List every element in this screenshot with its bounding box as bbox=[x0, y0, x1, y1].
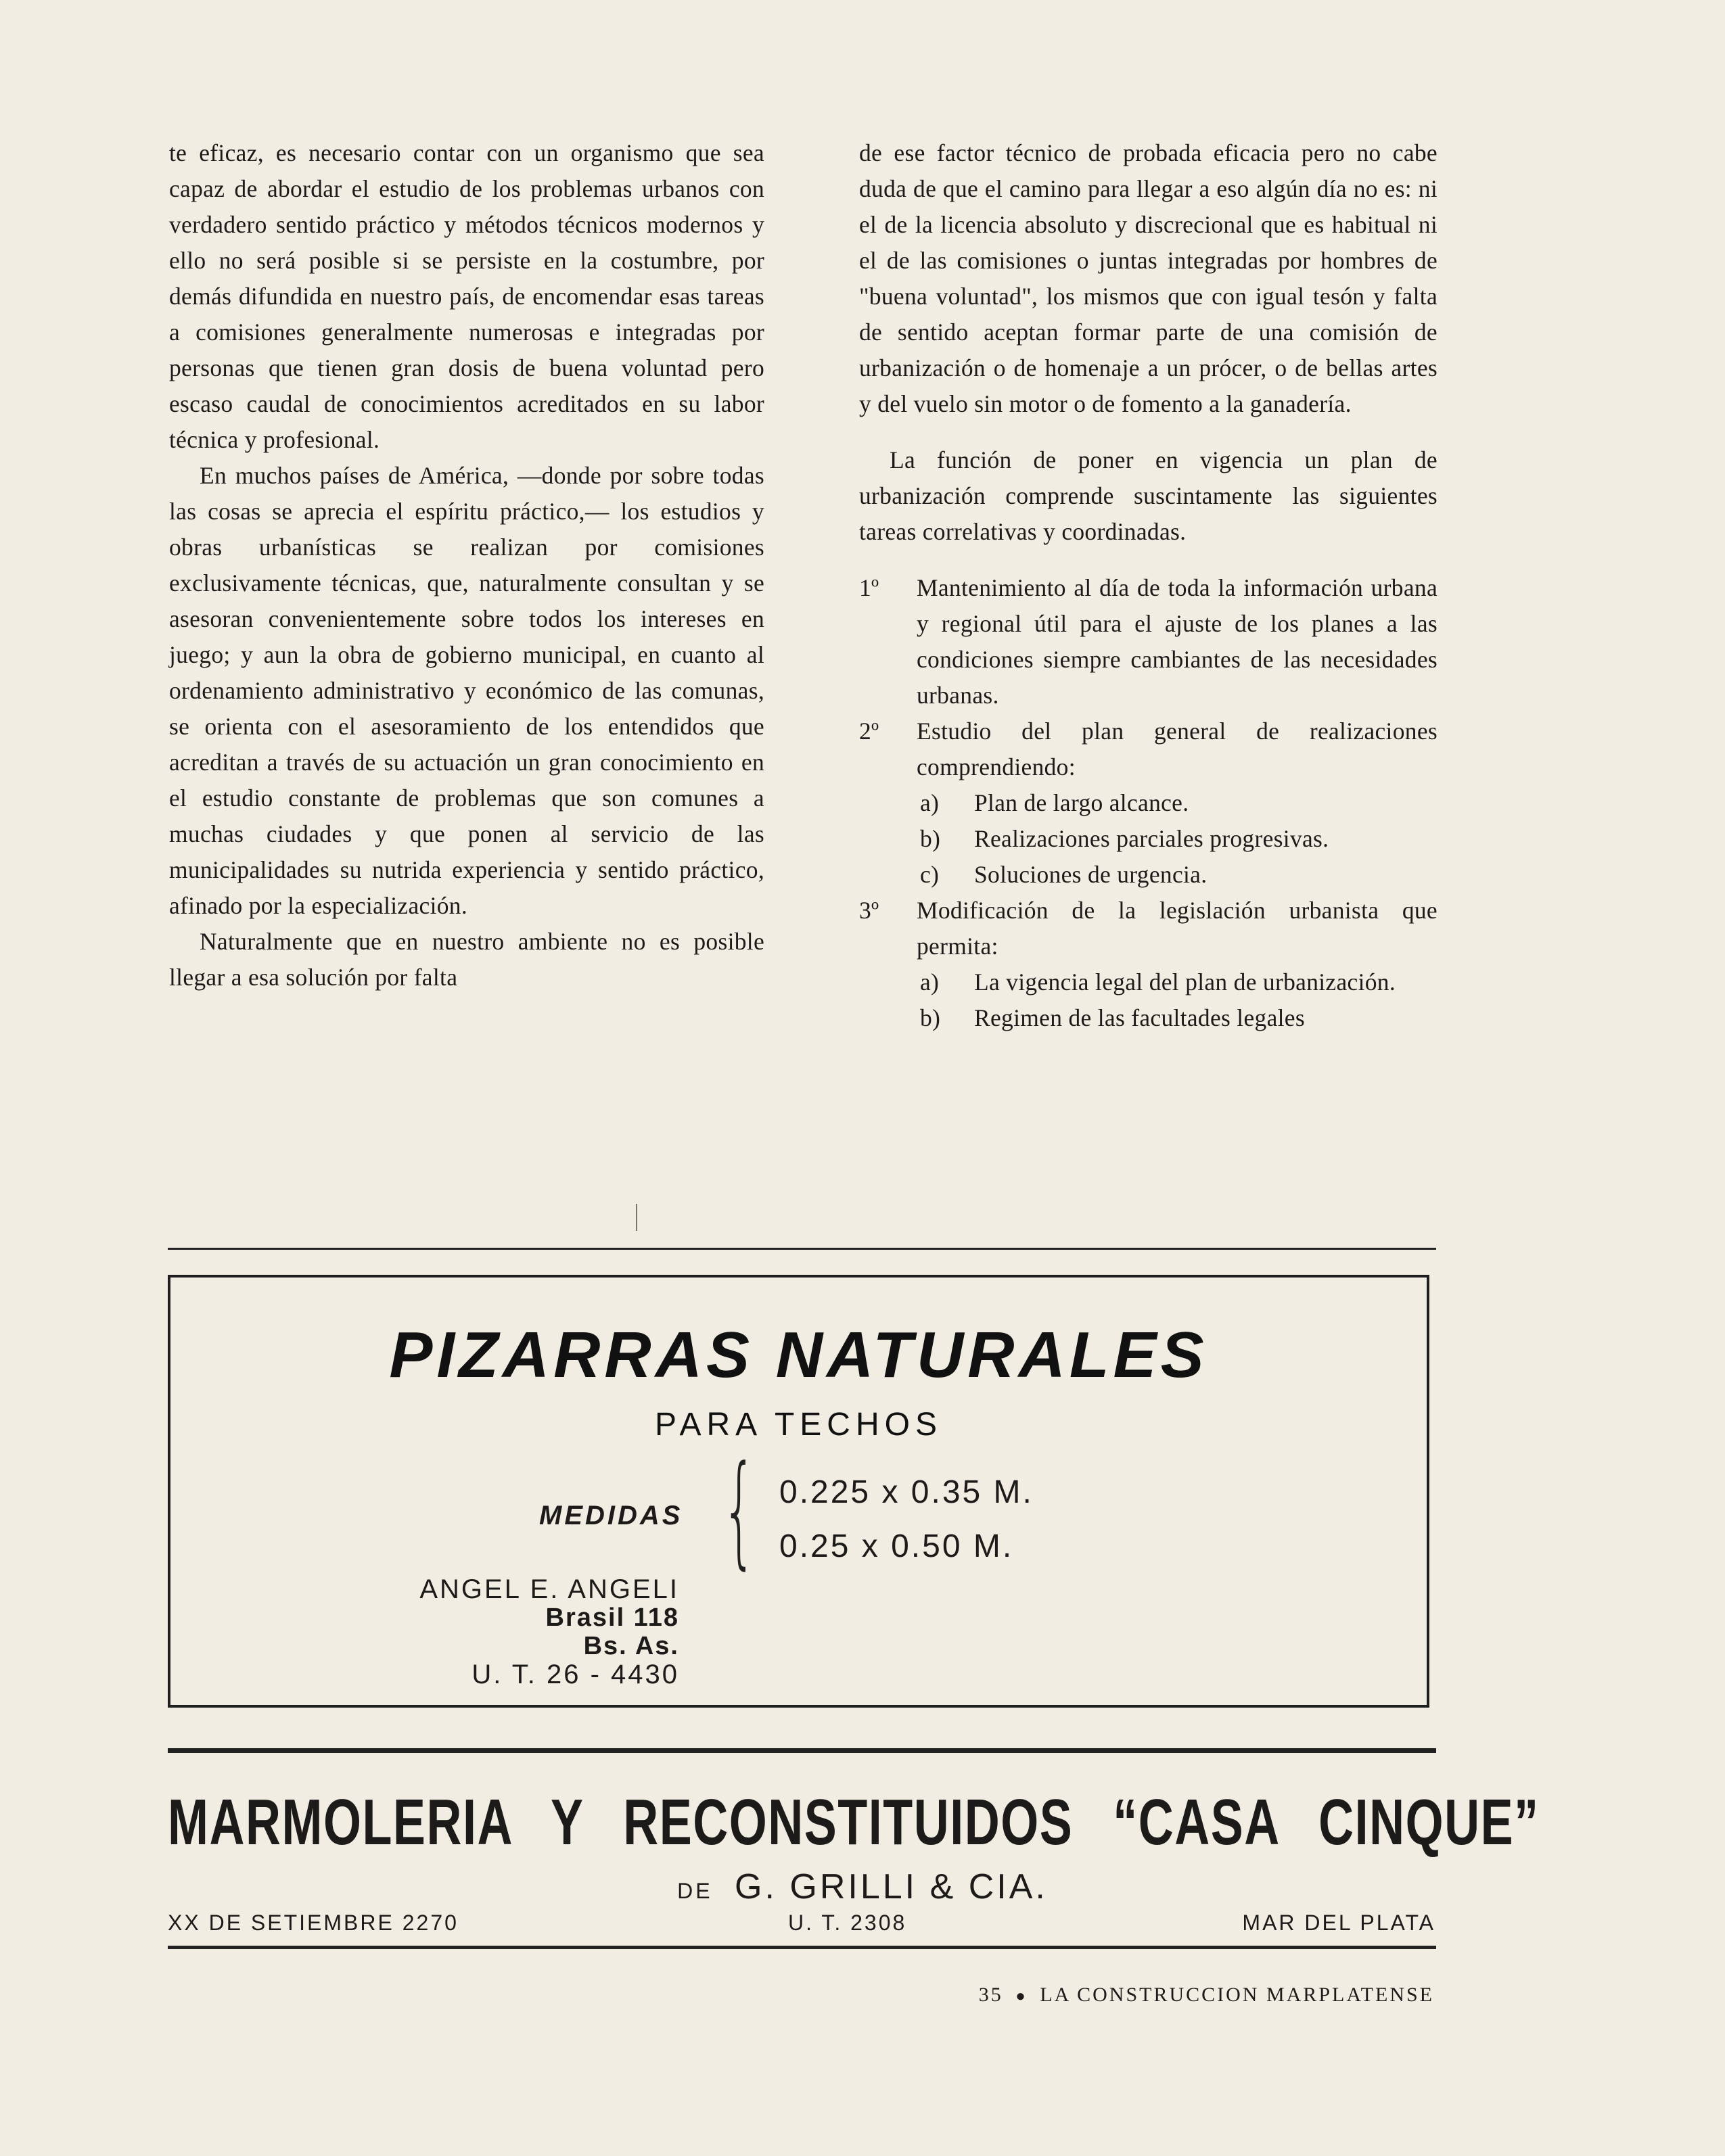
ad-title: PIZARRAS NATURALES bbox=[389, 1319, 1208, 1391]
ad-measure: 0.225 x 0.35 M. bbox=[779, 1474, 1034, 1510]
ad-contact-street: Brasil 118 bbox=[545, 1603, 679, 1632]
list-item bbox=[859, 570, 1438, 713]
ad-contact-phone: U. T. 26 - 4430 bbox=[472, 1660, 679, 1689]
list-item-text: Modificación de la legislación urbanista que permita: bbox=[917, 897, 1438, 960]
sub-list-text: Soluciones de urgencia. bbox=[974, 861, 1208, 888]
ad-contact-city: Bs. As. bbox=[583, 1632, 679, 1660]
article-left-column bbox=[169, 135, 764, 995]
column-divider bbox=[636, 1204, 637, 1231]
ad-contact-name: ANGEL E. ANGELI bbox=[419, 1574, 679, 1604]
sub-list-letter: a) bbox=[920, 789, 940, 816]
ad-subtitle bbox=[0, 1867, 1725, 1907]
list-item-number: 1º bbox=[859, 574, 879, 601]
sub-list-letter: b) bbox=[920, 825, 941, 852]
bullet-icon: ● bbox=[1015, 1988, 1028, 2005]
ad-subtitle-name: G. GRILLI & CIA. bbox=[735, 1867, 1048, 1906]
list-item-text: Mantenimiento al día de toda la información urbana y regional útil para el ajuste de los planes a las condiciones siempre cambiantes de las necesidades urbanas. bbox=[917, 574, 1438, 709]
sub-list-text: Regimen de las facultades legales bbox=[974, 1004, 1305, 1031]
sub-list-item bbox=[859, 785, 1438, 821]
ad-title: MARMOLERIA Y RECONSTITUIDOS “CASA CINQUE” bbox=[168, 1786, 1540, 1858]
ad-measures-label: MEDIDAS bbox=[539, 1501, 683, 1530]
sub-list-item bbox=[859, 964, 1438, 1000]
sub-list-text: Realizaciones parciales progresivas. bbox=[974, 825, 1329, 852]
article-paragraph: La función de poner en vigencia un plan de urbanización comprende suscintamente las siguientes tareas correlativas y coordinadas. bbox=[859, 446, 1438, 545]
article-right-column bbox=[859, 135, 1438, 1036]
advertisement-pizarras bbox=[168, 1275, 1429, 1708]
sub-list-letter: c) bbox=[920, 861, 940, 888]
article-paragraph: te eficaz, es necesario contar con un organismo que sea capaz de abordar el estudio de los problemas urbanos con verdadero sentido práctico y métodos técnicos modernos y ello no será posible si se persiste en la costumbre, por demás difundida en nuestro país, de encomendar esas tareas a comisiones generalmente numerosas e integradas por personas que tienen gran dosis de buena voluntad pero escaso caudal de conocimientos acreditados en su labor técnica y profesional. bbox=[169, 139, 764, 453]
list-item-text: Estudio del plan general de realizaciones comprendiendo: bbox=[917, 718, 1438, 780]
sub-list-letter: b) bbox=[920, 1004, 941, 1031]
sub-list-item bbox=[859, 1000, 1438, 1036]
list-item-number: 3º bbox=[859, 897, 879, 924]
sub-list-item bbox=[859, 857, 1438, 893]
list-item bbox=[859, 713, 1438, 785]
ad-address: XX DE SETIEMBRE 2270 bbox=[168, 1911, 459, 1935]
brace-glyph: { bbox=[722, 1440, 757, 1581]
publication-name: LA CONSTRUCCION MARPLATENSE bbox=[1040, 1984, 1434, 2006]
horizontal-rule bbox=[168, 1248, 1436, 1250]
article-paragraph: Naturalmente que en nuestro ambiente no es posible llegar a esa solución por falta bbox=[169, 928, 764, 991]
ad-city: MAR DEL PLATA bbox=[1242, 1911, 1435, 1935]
ad-phone: U. T. 2308 bbox=[788, 1911, 907, 1935]
horizontal-rule bbox=[168, 1946, 1436, 1949]
sub-list-item bbox=[859, 821, 1438, 857]
ad-subtitle: PARA TECHOS bbox=[655, 1407, 942, 1443]
list-item bbox=[859, 893, 1438, 964]
ad-contact bbox=[419, 1575, 679, 1689]
page-number: 35 bbox=[978, 1984, 1003, 2006]
article-paragraph: de ese factor técnico de probada eficacia pero no cabe duda de que el camino para llegar a eso algún día no es: ni el de la licencia absoluto y discrecional que es habitual ni el de las comisiones o juntas integradas por hombres de "buena voluntad", los mismos que con igual tesón y falta de sentido aceptan formar parte de una comisión de urbanización o de homenaje a un prócer, o de bellas artes y del vuelo sin motor o de fomento a la ganadería. bbox=[859, 139, 1438, 417]
horizontal-rule bbox=[168, 1748, 1436, 1753]
page-footer bbox=[979, 1984, 1434, 2007]
ad-subtitle-prefix: DE bbox=[677, 1879, 713, 1903]
sub-list-text: La vigencia legal del plan de urbanización. bbox=[974, 968, 1396, 995]
ad-measure: 0.25 x 0.50 M. bbox=[779, 1528, 1014, 1564]
sub-list-letter: a) bbox=[920, 968, 940, 995]
article-paragraph: En muchos países de América, —donde por sobre todas las cosas se aprecia el espíritu práctico,— los estudios y obras urbanísticas se realizan por comisiones exclusivamente técnicas, que, naturalmente consultan y se asesoran convenientemente sobre todos los intereses en juego; y aun la obra de gobierno municipal, en cuanto al ordenamiento administrativo y económico de las comunas, se orienta con el asesoramiento de los entendidos que acreditan a través de su actuación un gran conocimiento en el estudio constante de problemas que son comunes a muchas ciudades y que ponen al servicio de las municipalidades su nutrida experiencia y sentido práctico, afinado por la especialización. bbox=[169, 462, 764, 919]
list-item-number: 2º bbox=[859, 718, 879, 745]
sub-list-text: Plan de largo alcance. bbox=[974, 789, 1189, 816]
